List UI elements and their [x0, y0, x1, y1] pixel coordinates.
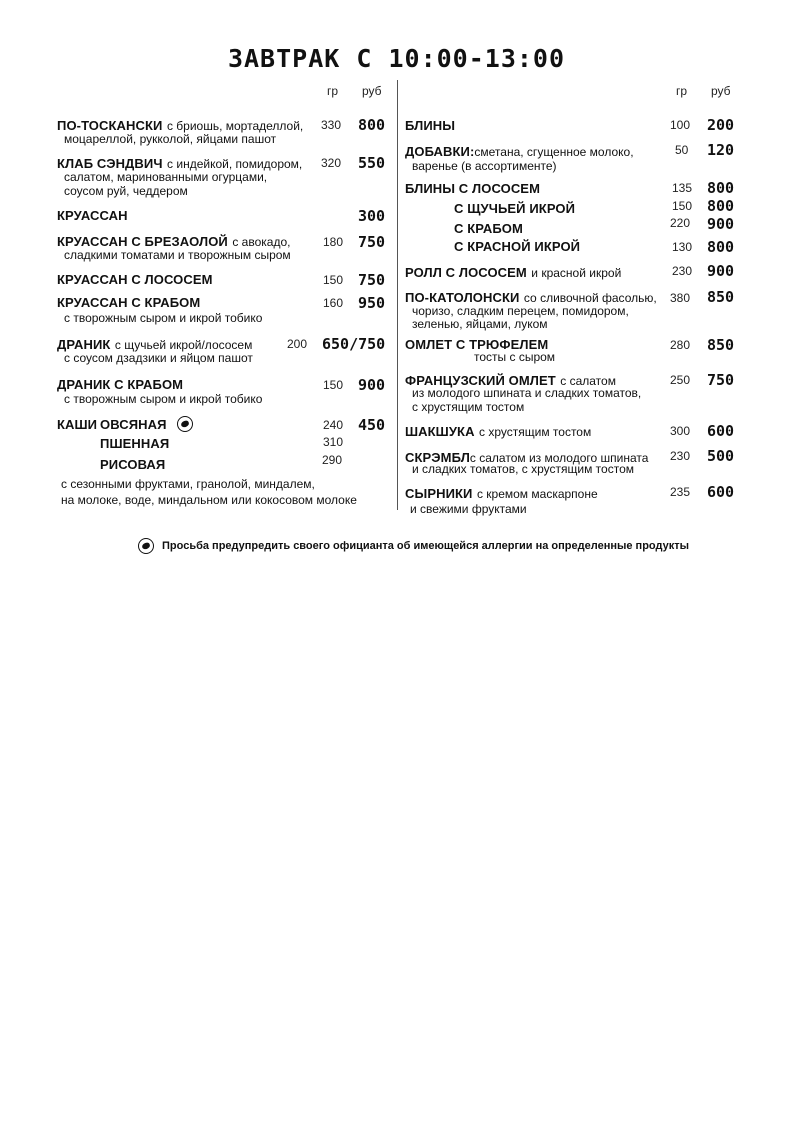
item-desc: соусом руй, чеддером — [64, 184, 188, 198]
porridge-millet: ПШЕННАЯ — [100, 436, 170, 451]
item-grams: 300 — [670, 424, 691, 438]
item-price: 750 — [358, 233, 386, 251]
item-name: ПО-КАТОЛОНСКИ — [405, 290, 520, 305]
item-price: 800 — [707, 238, 735, 256]
item-price: 850 — [707, 288, 735, 306]
item-desc: моцареллой, рукколой, яйцами пашот — [64, 132, 277, 146]
item-name: ПО-ТОСКАНСКИ — [57, 118, 163, 133]
item-name: ДРАНИК С КРАБОМ — [57, 377, 184, 392]
item-name: КРУАССАН — [57, 208, 128, 223]
item-desc: салатом, маринованными огурцами, — [64, 170, 268, 184]
item-desc: со сливочной фасолью, — [523, 291, 657, 305]
item-desc: с авокадо, — [232, 235, 291, 249]
item-grams: 130 — [672, 240, 693, 254]
item-price: 800 — [707, 197, 735, 215]
item-desc: с салатом из молодого шпината — [469, 451, 649, 465]
allergy-footnote: Просьба предупредить своего официанта об имеющейся аллергии на определенные продукты — [162, 540, 690, 552]
item-name: ДРАНИК — [57, 337, 111, 352]
item-desc: с салатом — [560, 374, 616, 388]
item-name: КРУАССАН С БРЕЗАОЛОЙ — [57, 234, 228, 249]
item-price: 850 — [707, 336, 735, 354]
item-price: 900 — [707, 262, 735, 280]
item-name: ФРАНЦУЗСКИЙ ОМЛЕТ — [405, 373, 556, 388]
item-price: 750 — [707, 371, 735, 389]
item-grams: 230 — [672, 264, 693, 278]
item-grams: 240 — [323, 418, 344, 432]
item-grams: 180 — [323, 235, 344, 249]
item-grams: 380 — [670, 291, 691, 305]
item-price: 600 — [707, 422, 735, 440]
item-grams: 220 — [670, 216, 691, 230]
item-grams: 150 — [323, 273, 344, 287]
item-price: 750 — [358, 271, 386, 289]
item-price: 500 — [707, 447, 735, 465]
item-name: СЫРНИКИ — [405, 486, 473, 501]
item-desc: на молоке, воде, миндальном или кокосовом молоке — [61, 493, 357, 507]
item-desc: с индейкой, помидором, — [167, 157, 303, 171]
item-grams: 235 — [670, 485, 691, 499]
item-grams: 50 — [675, 143, 689, 157]
item-name: С КРАБОМ — [454, 221, 523, 236]
item-grams: 230 — [670, 449, 691, 463]
item-desc: сладкими томатами и творожным сыром — [64, 248, 291, 262]
item-grams: 200 — [287, 337, 308, 351]
allergy-icon — [138, 538, 154, 554]
item-grams: 150 — [672, 199, 693, 213]
item-desc: зеленью, яйцами, луком — [412, 317, 548, 331]
item-desc: и красной икрой — [531, 266, 622, 280]
left-grams-header: гр — [327, 84, 339, 98]
item-name: БЛИНЫ — [405, 118, 456, 133]
item-desc: из молодого шпината и сладких томатов, — [412, 386, 642, 400]
item-price: 300 — [358, 207, 386, 225]
column-divider — [397, 80, 398, 510]
item-desc: варенье (в ассортименте) — [412, 159, 557, 173]
item-grams: 250 — [670, 373, 691, 387]
item-desc: с творожным сыром и икрой тобико — [64, 392, 263, 406]
item-desc: с хрустящим тостом — [412, 400, 525, 414]
item-desc: с творожным сыром и икрой тобико — [64, 311, 263, 325]
item-price: 900 — [358, 376, 386, 394]
item-desc: с кремом маскарпоне — [476, 487, 598, 501]
item-name: КРУАССАН С КРАБОМ — [57, 295, 201, 310]
allergy-icon — [177, 416, 193, 432]
item-name: С КРАСНОЙ ИКРОЙ — [454, 239, 581, 254]
item-grams: 320 — [321, 156, 342, 170]
right-price-header: руб — [711, 84, 731, 98]
page-title: ЗАВТРАК С 10:00-13:00 — [227, 44, 566, 73]
item-desc: чоризо, сладким перецем, помидором, — [412, 304, 629, 318]
item-price: 650/750 — [322, 335, 386, 353]
item-name: БЛИНЫ С ЛОСОСЕМ — [405, 181, 541, 196]
item-grams: 330 — [321, 118, 342, 132]
item-name: КРУАССАН С ЛОСОСЕМ — [57, 272, 213, 287]
item-grams: 100 — [670, 118, 691, 132]
item-name: КАШИ — [57, 417, 98, 432]
item-grams: 150 — [323, 378, 344, 392]
porridge-rice: РИСОВАЯ — [100, 457, 166, 472]
item-desc: сметана, сгущенное молоко, — [474, 145, 634, 159]
item-desc: с соусом дзадзики и яйцом пашот — [64, 351, 253, 365]
right-grams-header: гр — [676, 84, 688, 98]
item-grams: 310 — [323, 435, 344, 449]
item-name: РОЛЛ С ЛОСОСЕМ — [405, 265, 527, 280]
porridge-oat: ОВСЯНАЯ — [100, 417, 167, 432]
item-price: 600 — [707, 483, 735, 501]
item-grams: 280 — [670, 338, 691, 352]
left-price-header: руб — [362, 84, 382, 98]
item-price: 450 — [358, 416, 386, 434]
item-name: С ЩУЧЬЕЙ ИКРОЙ — [454, 201, 576, 216]
item-name: ОМЛЕТ С ТРЮФЕЛЕМ — [405, 337, 549, 352]
item-price: 550 — [358, 154, 386, 172]
item-grams: 135 — [672, 181, 693, 195]
item-desc: с щучьей икрой/лососем — [114, 338, 253, 352]
item-price: 200 — [707, 116, 735, 134]
item-name: ДОБАВКИ: — [405, 144, 475, 159]
item-name: КЛАБ СЭНДВИЧ — [57, 156, 163, 171]
item-name: ШАКШУКА — [405, 424, 475, 439]
item-desc: и сладких томатов, с хрустящим тостом — [412, 462, 634, 476]
item-price: 900 — [707, 215, 735, 233]
item-desc: с бриошь, мортаделлой, — [166, 119, 304, 133]
item-desc: с сезонными фруктами, гранолой, миндалем, — [61, 477, 315, 491]
item-grams: 290 — [322, 453, 343, 467]
item-grams: 160 — [323, 296, 344, 310]
item-price: 800 — [358, 116, 386, 134]
item-desc: тосты с сыром — [474, 350, 556, 364]
item-desc: и свежими фруктами — [410, 502, 527, 516]
item-price: 800 — [707, 179, 735, 197]
item-price: 120 — [707, 141, 735, 159]
item-price: 950 — [358, 294, 386, 312]
item-name: СКРЭМБЛ — [405, 450, 470, 465]
item-desc: с хрустящим тостом — [479, 425, 592, 439]
